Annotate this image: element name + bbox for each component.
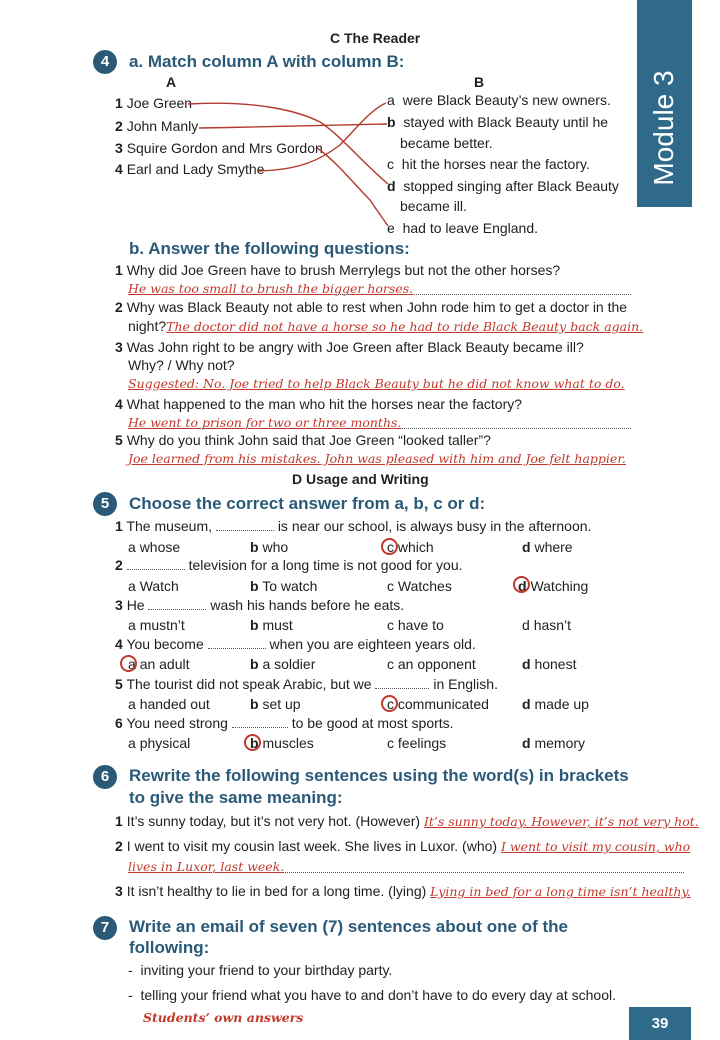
exercise-6-title-cont: to give the same meaning: (129, 788, 343, 807)
question-5: 5 Why do you think John said that Joe Green “looked taller”? (115, 432, 491, 448)
mcq-question-2: 2 television for a long time is not good for you. (115, 557, 463, 573)
mcq-option: c which (387, 539, 434, 555)
match-line-4-a (258, 103, 386, 171)
question-1: 1 Why did Joe Green have to brush Merrylegs but not the other horses? (115, 262, 561, 278)
answer-circle-a (120, 655, 137, 672)
mcq-option: c an opponent (387, 656, 476, 672)
mcq-option: c feelings (387, 735, 447, 751)
match-line-1-d (188, 103, 388, 184)
bullet-item: - telling your friend what you have to and don’t have to do every day at school. (128, 987, 616, 1003)
mcq-option: d Watching (518, 578, 589, 594)
mcq-option: b who (250, 539, 289, 555)
exercise-6-badge: 6 (93, 765, 117, 789)
rewrite-2: 2 I went to visit my cousin last week. She lives in Luxor. (who) I went to visit my cousin, who (115, 838, 691, 854)
answer-circle-c (381, 695, 398, 712)
col-b-item-cont: became better. (400, 135, 493, 151)
answer-line-5: Joe learned from his mistakes. John was pleased with him and Joe felt happier. (128, 451, 626, 466)
question-2-cont: night?The doctor did not have a horse so he had to ride Black Beauty back again. (128, 318, 644, 334)
col-b-item: b stayed with Black Beauty until he (387, 114, 609, 130)
col-a-item: 4 Earl and Lady Smythe (115, 161, 265, 177)
answer-circle-c (381, 538, 398, 555)
exercise-7-answer: Students’ own answers (143, 1010, 304, 1025)
mcq-option: b muscles (250, 735, 314, 751)
bullet-item: - inviting your friend to your birthday party. (128, 962, 393, 978)
mcq-option: d made up (522, 696, 589, 712)
question-3-cont: Why? / Why not? (128, 357, 235, 373)
section-d-title: D Usage and Writing (292, 471, 429, 487)
answer-line-4: He went to prison for two or three months. (128, 414, 631, 429)
mcq-option: d honest (522, 656, 577, 672)
mcq-option: c have to (387, 617, 444, 633)
mcq-option: c Watches (387, 578, 452, 594)
column-a-header: A (166, 74, 177, 90)
col-b-item: d stopped singing after Black Beauty (387, 178, 619, 194)
mcq-option: b set up (250, 696, 301, 712)
col-b-item-cont: became ill. (400, 198, 467, 214)
exercise-7-badge: 7 (93, 916, 117, 940)
mcq-question-4: 4 You become when you are eighteen years old. (115, 636, 476, 652)
mcq-question-3: 3 He wash his hands before he eats. (115, 597, 405, 613)
question-4: 4 What happened to the man who hit the horses near the factory? (115, 396, 523, 412)
exercise-5-badge: 5 (93, 492, 117, 516)
answer-circle-b (244, 734, 261, 751)
mcq-option: d where (522, 539, 573, 555)
match-line-3-e (317, 148, 388, 226)
exercise-4-badge: 4 (93, 50, 117, 74)
mcq-option: b must (250, 617, 293, 633)
mcq-question-1: 1 The museum, is near our school, is always busy in the afternoon. (115, 518, 592, 534)
mcq-option: a whose (128, 539, 181, 555)
mcq-option: a mustn’t (128, 617, 185, 633)
mcq-option: a physical (128, 735, 191, 751)
rewrite-3: 3 It isn’t healthy to lie in bed for a long time. (lying) Lying in bed for a long time isn’t healthy. (115, 883, 691, 899)
exercise-6-title: Rewrite the following sentences using the word(s) in brackets (129, 766, 629, 785)
rewrite-1: 1 It’s sunny today, but it’s not very hot. (However) It’s sunny today. However, it’s not very hot. (115, 813, 699, 829)
answer-line-1: He was too small to brush the bigger horses. (128, 280, 631, 295)
col-a-item: 3 Squire Gordon and Mrs Gordon (115, 140, 323, 156)
matching-lines (0, 0, 720, 260)
answer-circle-d (513, 576, 530, 593)
col-a-item: 1 Joe Green (115, 95, 193, 111)
col-a-item: 2 John Manly (115, 118, 199, 134)
exercise-7-title-cont: following: (129, 938, 210, 957)
exercise-4b-title: b. Answer the following questions: (129, 239, 410, 258)
module-label: Module 3 (648, 70, 679, 186)
mcq-option: b To watch (250, 578, 318, 594)
mcq-option: d hasn’t (522, 617, 572, 633)
mcq-option: b a soldier (250, 656, 316, 672)
exercise-5-title: Choose the correct answer from a, b, c or d: (129, 494, 486, 513)
mcq-option: a Watch (128, 578, 179, 594)
col-b-item: e had to leave England. (387, 220, 539, 236)
question-3: 3 Was John right to be angry with Joe Green after Black Beauty became ill? (115, 339, 584, 355)
exercise-7-title: Write an email of seven (7) sentences about one of the (129, 917, 568, 936)
mcq-question-6: 6 You need strong to be good at most sports. (115, 715, 454, 731)
page-number: 39 (629, 1007, 691, 1040)
mcq-option: d memory (522, 735, 586, 751)
mcq-option: a handed out (128, 696, 210, 712)
section-c-title: C The Reader (330, 30, 421, 46)
column-b-header: B (474, 74, 485, 90)
rewrite-2-cont: lives in Luxor, last week. (128, 858, 684, 873)
question-2: 2 Why was Black Beauty not able to rest when John rode him to get a doctor in the (115, 299, 628, 315)
col-b-item: a were Black Beauty’s new owners. (387, 92, 611, 108)
answer-line-3: Suggested: No. Joe tried to help Black Beauty but he did not know what to do. (128, 376, 625, 391)
mcq-question-5: 5 The tourist did not speak Arabic, but we in English. (115, 676, 498, 692)
mcq-option: c communicated (387, 696, 489, 712)
exercise-4a-title: a. Match column A with column B: (129, 52, 405, 71)
mcq-option: a an adult (128, 656, 190, 672)
col-b-item: c hit the horses near the factory. (387, 156, 590, 172)
